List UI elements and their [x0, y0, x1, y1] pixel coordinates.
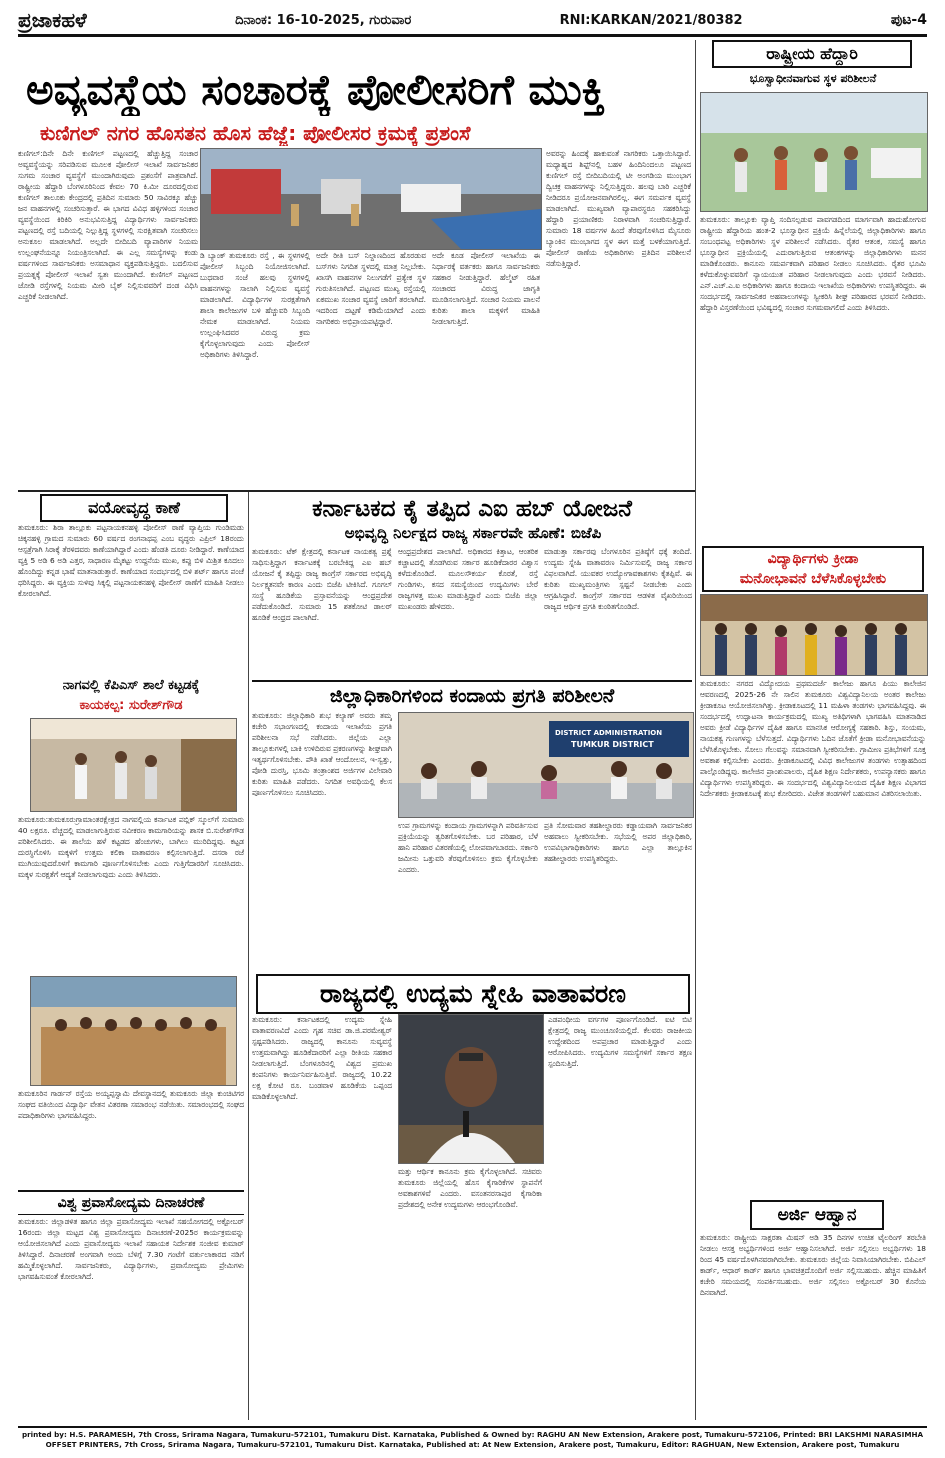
nh-headline: ರಾಷ್ಟ್ರೀಯ ಹೆದ್ದಾರಿ	[712, 40, 912, 68]
sports-headline-2: ಮನೋಭಾವನೆ ಬೆಳೆಸಿಕೊಳ್ಳಬೇಕು	[702, 568, 924, 592]
lead-col-3: ಅದೇ ರೀತಿ ಬಸ್ ನಿಲ್ದಾಣದಿಂದ ಹೊರಡುವ ಬಸ್‌ಗಳು ನಿಗದಿತ ಸ್ಥಳದಲ್ಲಿ ಮಾತ್ರ ನಿಲ್ಲಬೇಕು. ಖಾಸಗಿ ವಾಹನಗಳ ನಿಲುಗಡೆಗೆ ಪ್ರತ್ಯೇಕ ಸ್ಥಳ ಗುರುತಿಸಲಾಗಿದೆ. ಪಟ್ಟಣದ ಮುಖ್ಯ ರಸ್ತೆಯಲ್ಲಿ ಏಕಮುಖ ಸಂಚಾರ ವ್ಯವಸ್ಥೆ ಜಾರಿಗೆ ತರಲಾಗಿದೆ. ಇದರಿಂದ ದಟ್ಟಣೆ ಕಡಿಮೆಯಾಗಿದೆ ಎಂದು ನಾಗರಿಕರು ಅಭಿಪ್ರಾಯಪಟ್ಟಿದ್ದಾರೆ.	[316, 251, 426, 326]
lead-subhead: ಕುಣಿಗಲ್ ನಗರ ಹೊಸತನ ಹೊಸ ಹೆಜ್ಜೆ: ಪೋಲೀಸರ ಕ್ರಮಕ್ಕೆ ಪ್ರಶಂಸೆ	[40, 121, 471, 145]
tourism-headline: ವಿಶ್ವ ಪ್ರವಾಸೋದ್ಯಮ ದಿನಾಚರಣೆ	[18, 1190, 244, 1215]
ai-col-2: ಆಂಧ್ರಪ್ರದೇಶದ ಪಾಲಾಗಿದೆ. ಅಧಿಕಾರದ ಕಿತ್ತಾಟ, ಆಂತರಿಕ ಕಚ್ಚಾಟದಲ್ಲಿ ತೊಡಗಿರುವ ಸರ್ಕಾರ ಹೂಡಿಕೆದಾರರ ವಿಶ್ವಾಸ ಕಳೆದುಕೊಂಡಿದೆ. ಮೂಲಸೌಕರ್ಯ ಕೊರತೆ, ರಸ್ತೆ ಗುಂಡಿಗಳು, ಕಸದ ಸಮಸ್ಯೆಯಿಂದ ಉದ್ಯಮಿಗಳು ಬೇರೆ ರಾಜ್ಯಗಳತ್ತ ಮುಖ ಮಾಡುತ್ತಿದ್ದಾರೆ ಎಂದು ಬಿಜೆಪಿ ಜಿಲ್ಲಾ ಮುಖಂಡರು ಹೇಳಿದರು.	[398, 547, 538, 611]
scholarship-photo-image	[31, 977, 236, 1085]
traffic-photo-image	[201, 149, 541, 249]
dc-photo	[398, 712, 694, 818]
sports-photo	[700, 594, 928, 676]
sports-headline-1: ವಿದ್ಯಾರ್ಥಿಗಳು ಕ್ರೀಡಾ	[702, 546, 924, 570]
school-photo-image	[31, 719, 236, 811]
left-column-rule	[248, 492, 249, 1420]
imprint-footer	[18, 1426, 927, 1450]
elderly-body: ತುಮಕೂರು: ಶಿರಾ ತಾಲ್ಲೂಕು ಪಟ್ಟನಾಯಕನಹಳ್ಳಿ ಪೋಲೀಸ್ ಠಾಣೆ ವ್ಯಾಪ್ತಿಯ ಗುಂಡಿಮಡು ಚಿಕ್ಕನಹಳ್ಳಿ ಗ್ರಾಮದ ಸುಮಾರು 60 ವರ್ಷದ ರಂಗನಾಥಪ್ಪ ಎಂಬ ವೃದ್ಧರು ಎಪ್ರಿಲ್ 18ರಂದು ಆಸ್ಪತ್ರೆಗಾಗಿ ಸಿರಾಕ್ಕೆ ತೆರಳಿದವರು ಕಾಣೆಯಾಗಿದ್ದಾರೆ ಎಂದು ಹೆಂಡತಿ ದೂರು ನೀಡಿದ್ದಾರೆ. ಕಾಣೆಯಾದ ವ್ಯಕ್ತಿ 5 ಅಡಿ 6 ಅಡಿ ಎತ್ತರ, ಸಾಧಾರಣ ಮೈಕಟ್ಟು ಉದ್ದನೆಯ ಮುಖ, ಕಪ್ಪು ಬಿಳಿ ಮಿಶ್ರಿತ ಕೂದಲು ಹೊಂದಿದ್ದು ಕನ್ನಡ ಭಾಷೆ ಮಾತನಾಡುತ್ತಾರೆ. ಕಾಣೆಯಾದ ಸಂದರ್ಭದಲ್ಲಿ ಬಿಳಿ ಶರ್ಟ್ ಹಾಗೂ ಪಂಚೆ ಧರಿಸಿದ್ದರು. ಈ ವ್ಯಕ್ತಿಯ ಸುಳಿವು ಸಿಕ್ಕಲ್ಲಿ ಪಟ್ಟನಾಯಕನಹಳ್ಳಿ ಪೋಲೀಸ್ ಠಾಣೆಗೆ ಮಾಹಿತಿ ನೀಡಲು ಕೋರಲಾಗಿದೆ.	[18, 523, 244, 598]
nh-body: ತುಮಕೂರು: ತಾಲ್ಲೂಕು ವ್ಯಾಪ್ತಿ ಸಂದಿಸಲ್ಪಡುವ ಪಾವಗಡದಿಂದ ಮಾರ್ಗವಾಗಿ ಹಾದುಹೋಗುವ ರಾಷ್ಟ್ರೀಯ ಹೆದ್ದಾರಿಯ ಹಂತ-2 ಭೂಸ್ವಾಧೀನ ಪ್ರಕ್ರಿಯೆ ಹಿನ್ನೆಲೆಯಲ್ಲಿ ಜಿಲ್ಲಾಧಿಕಾರಿಗಳು ಹಾಗೂ ಸಂಬಂಧಪಟ್ಟ ಅಧಿಕಾರಿಗಳು ಸ್ಥಳ ಪರಿಶೀಲನೆ ನಡೆಸಿದರು. ರೈತರ ಆತಂಕ, ಸಮಸ್ಯೆ ಹಾಗೂ ಭೂಸ್ವಾಧೀನ ಪ್ರಕ್ರಿಯೆಯಲ್ಲಿ ಎದುರಾಗುತ್ತಿರುವ ಆತಂಕಗಳನ್ನು ಜಿಲ್ಲಾಧಿಕಾರಿಗಳು ಮನನ ಮಾಡಿಕೊಂಡರು. ಕಾನೂನು ಸಮರ್ಪಕವಾಗಿ ಪರಿಹಾರ ನೀಡಲು ಸೂಚಿಸಿದರು. ರೈತರ ಭೂಮಿ ಕಳೆದುಕೊಳ್ಳುವವರಿಗೆ ನ್ಯಾಯಯುತ ಪರಿಹಾರ ನೀಡಲಾಗುವುದು ಎಂದು ಭರವಸೆ ನೀಡಿದರು. ಎನ್.ಎಚ್.ಎ.ಐ ಅಧಿಕಾರಿಗಳು ಹಾಗೂ ಕಂದಾಯ ಇಲಾಖೆಯ ಅಧಿಕಾರಿಗಳು ಉಪಸ್ಥಿತರಿದ್ದರು. ಈ ಸಂದರ್ಭದಲ್ಲಿ ಸಾರ್ವಜನಿಕರ ಅಹವಾಲುಗಳನ್ನು ಸ್ವೀಕರಿಸಿ ಶೀಘ್ರ ಪರಿಹಾರದ ಭರವಸೆ ನೀಡಿದರು. ಹೆದ್ದಾರಿ ವಿಸ್ತರಣೆಯಿಂದ ಭವಿಷ್ಯದಲ್ಲಿ ಸಂಚಾರ ಸುಗಮವಾಗಲಿದೆ ಎಂದು ತಿಳಿಸಿದರು.	[700, 215, 926, 312]
lead-headline: ಅವ್ಯವಸ್ಥೆಯ ಸಂಚಾರಕ್ಕೆ ಪೋಲೀಸರಿಗೆ ಮುಕ್ತಿ	[26, 65, 605, 114]
nh-subhead: ಭೂಸ್ವಾಧೀನವಾಗುವ ಸ್ಥಳ ಪರಿಶೀಲನೆ	[749, 72, 877, 85]
school-headline-2: ಕಾಯಕಲ್ಪ: ಸುರೇಶ್‌ಗೌಡ	[79, 698, 183, 713]
scholarship-body: ತುಮಕೂರಿನ ಗಾರ್ಡನ್ ರಸ್ತೆಯ ಅಯ್ಯಪ್ಪಸ್ವಾಮಿ ದೇವಸ್ಥಾನದಲ್ಲಿ ತುಮಕೂರು ಜಿಲ್ಲಾ ಕುಂಚಿಟಿಗರ ಸಂಘದ ವತಿಯಿಂದ ವಿದ್ಯಾರ್ಥಿ ವೇತನ ವಿತರಣಾ ಸಮಾರಂಭ ನಡೆಯಿತು. ಸಮಾರಂಭದಲ್ಲಿ ಸಂಘದ ಪದಾಧಿಕಾರಿಗಳು ಭಾಗವಹಿಸಿದ್ದರು.	[18, 1089, 244, 1120]
ai-col-3: ಮಾಡುತ್ತಾ ಸರ್ಕಾರವು ಬೆಂಗಳೂರಿನ ಪ್ರತಿಷ್ಠೆಗೆ ಧಕ್ಕೆ ತಂದಿದೆ. ಉದ್ಯಮ ಸ್ನೇಹಿ ವಾತಾವರಣ ನಿರ್ಮಿಸುವಲ್ಲಿ ರಾಜ್ಯ ಸರ್ಕಾರ ವಿಫಲವಾಗಿದೆ. ಯುವಕರ ಉದ್ಯೋಗಾವಕಾಶಗಳು ಕೈತಪ್ಪಿವೆ. ಈ ಕುರಿತು ಮುಖ್ಯಮಂತ್ರಿಗಳು ಸ್ಪಷ್ಟನೆ ನೀಡಬೇಕು ಎಂದು ಆಗ್ರಹಿಸಿದ್ದಾರೆ. ಕಾಂಗ್ರೆಸ್ ಸರ್ಕಾರದ ಆಡಳಿತ ವೈಖರಿಯಿಂದ ರಾಜ್ಯದ ಆರ್ಥಿಕ ಪ್ರಗತಿ ಕುಂಠಿತಗೊಂಡಿದೆ.	[544, 547, 692, 611]
rni-number: RNI:KARKAN/2021/80382	[559, 12, 743, 28]
right-column-rule	[695, 40, 696, 1420]
masthead	[18, 6, 927, 37]
newspaper-brand: ಪ್ರಜಾಕಹಳೆ	[18, 8, 87, 32]
application-body: ತುಮಕೂರು: ರಾಷ್ಟ್ರೀಯ ಸಾಕ್ಷರತಾ ಮಿಷನ್ ಅಡಿ 35 ದಿನಗಳ ಉಚಿತ ಟೈಲರಿಂಗ್ ತರಬೇತಿ ನೀಡಲು ಆಸಕ್ತ ಅಭ್ಯರ್ಥಿಗಳಿಂದ ಅರ್ಜಿ ಆಹ್ವಾನಿಸಲಾಗಿದೆ. ಅರ್ಜಿ ಸಲ್ಲಿಸಲು ಅಭ್ಯರ್ಥಿಗಳು 18 ರಿಂದ 45 ವರ್ಷದೊಳಗಿನವರಾಗಿರಬೇಕು. ತುಮಕೂರು ಜಿಲ್ಲೆಯ ನಿವಾಸಿಯಾಗಿರಬೇಕು. ಬಿಪಿಎಲ್ ಕಾರ್ಡ್, ಆಧಾರ್ ಕಾರ್ಡ್ ಹಾಗೂ ಭಾವಚಿತ್ರದೊಂದಿಗೆ ಅರ್ಜಿ ಸಲ್ಲಿಸಬಹುದು. ಹೆಚ್ಚಿನ ಮಾಹಿತಿಗೆ ಕಚೇರಿ ಸಮಯದಲ್ಲಿ ಸಂಪರ್ಕಿಸಬಹುದು. ಅರ್ಜಿ ಸಲ್ಲಿಸಲು ಅಕ್ಟೋಬರ್ 30 ಕೊನೆಯ ದಿನವಾಗಿದೆ.	[700, 1233, 926, 1297]
sports-body: ತುಮಕೂರು: ನಗರದ ವಿದ್ಯೋದಯ ಪ್ರಥಮದರ್ಜೆ ಕಾಲೇಜು ಹಾಗೂ ಪಿಯು ಕಾಲೇಜಿನ ಆವರಣದಲ್ಲಿ 2025-26 ನೇ ಸಾಲಿನ ತುಮಕೂರು ವಿಶ್ವವಿದ್ಯಾನಿಲಯ ಅಂತರ ಕಾಲೇಜು ಕ್ರೀಡಾಕೂಟ ಆಯೋಜಿಸಲಾಗಿತ್ತು. ಕ್ರೀಡಾಕೂಟದಲ್ಲಿ 11 ಮಹಿಳಾ ತಂಡಗಳು ಭಾಗವಹಿಸಿದ್ದವು. ಈ ಸಂದರ್ಭದಲ್ಲಿ ಉದ್ಘಾಟನಾ ಕಾರ್ಯಕ್ರಮದಲ್ಲಿ ಮುಖ್ಯ ಅತಿಥಿಗಳಾಗಿ ಭಾಗವಹಿಸಿ ಮಾತನಾಡಿದ ಅವರು ಕ್ರೀಡೆ ವಿದ್ಯಾರ್ಥಿಗಳ ದೈಹಿಕ ಹಾಗೂ ಮಾನಸಿಕ ಆರೋಗ್ಯಕ್ಕೆ ಸಹಕಾರಿ. ಶಿಸ್ತು, ಸಂಯಮ, ನಾಯಕತ್ವ ಗುಣಗಳನ್ನು ಬೆಳೆಸುತ್ತದೆ. ವಿದ್ಯಾರ್ಥಿಗಳು ಓದಿನ ಜೊತೆಗೆ ಕ್ರೀಡಾ ಮನೋಭಾವನೆಯನ್ನು ಬೆಳೆಸಿಕೊಳ್ಳಬೇಕು. ಸೋಲು ಗೆಲುವನ್ನು ಸಮಾನವಾಗಿ ಸ್ವೀಕರಿಸಬೇಕು. ಗ್ರಾಮೀಣ ಪ್ರತಿಭೆಗಳಿಗೆ ಸೂಕ್ತ ಅವಕಾಶ ಕಲ್ಪಿಸಬೇಕು ಎಂದರು. ಕ್ರೀಡಾಕೂಟದಲ್ಲಿ ವಿವಿಧ ಕಾಲೇಜುಗಳ ತಂಡಗಳು ಉತ್ಸಾಹದಿಂದ ಪಾಲ್ಗೊಂಡಿದ್ದವು. ಕಾಲೇಜಿನ ಪ್ರಾಂಶುಪಾಲರು, ದೈಹಿಕ ಶಿಕ್ಷಣ ನಿರ್ದೇಶಕರು, ಉಪನ್ಯಾಸಕರು ಹಾಗೂ ವಿದ್ಯಾರ್ಥಿಗಳು ಉಪಸ್ಥಿತರಿದ್ದರು. ಈ ಸಂದರ್ಭದಲ್ಲಿ ವಿಶ್ವವಿದ್ಯಾನಿಲಯದ ದೈಹಿಕ ಶಿಕ್ಷಣ ವಿಭಾಗದ ನಿರ್ದೇಶಕರು ಕ್ರೀಡಾಕೂಟಕ್ಕೆ ಶುಭ ಕೋರಿದರು. ವಿಜೇತ ತಂಡಗಳಿಗೆ ಬಹುಮಾನ ವಿತರಿಸಲಾಯಿತು.	[700, 679, 926, 798]
sports-photo-image	[701, 595, 927, 675]
application-headline: ಅರ್ಜಿ ಆಹ್ವಾನ	[750, 1200, 884, 1230]
ai-headline: ಕರ್ನಾಟಕದ ಕೈ ತಪ್ಪಿದ ಎಐ ಹಬ್ ಯೋಜನೆ	[312, 496, 632, 522]
page-number: ಪುಟ-4	[890, 12, 927, 28]
svg-text:TUMKUR DISTRICT: TUMKUR DISTRICT	[571, 740, 654, 749]
ai-col-1: ತುಮಕೂರು: ಟೆಕ್ ಕ್ಷೇತ್ರದಲ್ಲಿ ಕರ್ನಾಟಕ ನಾಯಕತ್ವ ಪ್ರಶ್ನೆ ಸಾಧಿಸುತ್ತಿದ್ದಾಗ ಕರ್ನಾಟಕಕ್ಕೆ ಬರಬೇಕಿದ್ದ ಎಐ ಹಬ್ ಯೋಜನೆ ಕೈ ತಪ್ಪಿದ್ದು ರಾಜ್ಯ ಕಾಂಗ್ರೆಸ್ ಸರ್ಕಾರದ ಅಭಿವೃದ್ಧಿ ನಿರ್ಲಕ್ಷ್ಯತನವೇ ಕಾರಣ ಎಂದು ಬಿಜೆಪಿ ಟೀಕಿಸಿದೆ. ಗೂಗಲ್ ಸಂಸ್ಥೆ ಹೂಡಿಕೆಯ ಪ್ರಸ್ತಾವನೆಯನ್ನು ಆಂಧ್ರಪ್ರದೇಶ ಪಡೆದುಕೊಂಡಿದೆ. ಸುಮಾರು 15 ಶತಕೋಟಿ ಡಾಲರ್ ಹೂಡಿಕೆ ಆಂಧ್ರದ ಪಾಲಾಗಿದೆ.	[252, 547, 392, 622]
dc-col-3: ಪ್ರತಿ ಸೋಮವಾರ ತಹಶೀಲ್ದಾರರು ಕಡ್ಡಾಯವಾಗಿ ಸಾರ್ವಜನಿಕರ ಅಹವಾಲು ಸ್ವೀಕರಿಸಬೇಕು. ಸಭೆಯಲ್ಲಿ ಅಪರ ಜಿಲ್ಲಾಧಿಕಾರಿ, ಉಪವಿಭಾಗಾಧಿಕಾರಿಗಳು ಹಾಗೂ ಎಲ್ಲಾ ತಾಲ್ಲೂಕಿನ ತಹಶೀಲ್ದಾರರು ಉಪಸ್ಥಿತರಿದ್ದರು.	[544, 821, 692, 863]
dc-col-1: ತುಮಕೂರು: ಜಿಲ್ಲಾಧಿಕಾರಿ ಶುಭ ಕಲ್ಯಾಣ್ ಅವರು ತಮ್ಮ ಕಚೇರಿ ಸಭಾಂಗಣದಲ್ಲಿ ಕಂದಾಯ ಇಲಾಖೆಯ ಪ್ರಗತಿ ಪರಿಶೀಲನಾ ಸಭೆ ನಡೆಸಿದರು. ಜಿಲ್ಲೆಯ ಎಲ್ಲಾ ತಾಲ್ಲೂಕುಗಳಲ್ಲಿ ಬಾಕಿ ಉಳಿದಿರುವ ಪ್ರಕರಣಗಳನ್ನು ಶೀಘ್ರವಾಗಿ ಇತ್ಯರ್ಥಗೊಳಿಸಬೇಕು. ಪೌತಿ ಖಾತೆ ಆಂದೋಲನ, ಇ-ಸ್ವತ್ತು, ಪೋಡಿ ದುರಸ್ತಿ, ಭೂಮಿ ತಂತ್ರಾಂಶದ ಅರ್ಜಿಗಳ ವಿಲೇವಾರಿ ಕುರಿತು ಮಾಹಿತಿ ಪಡೆದರು. ನಿಗದಿತ ಅವಧಿಯಲ್ಲಿ ಕೆಲಸ ಪೂರ್ಣಗೊಳಿಸಲು ಸೂಚಿಸಿದರು.	[252, 711, 392, 797]
school-body: ತುಮಕೂರು:ತುಮಕೂರುಗ್ರಾಮಾಂತರಕ್ಷೇತ್ರದ ನಾಗವಲ್ಲಿಯ ಕರ್ನಾಟಕ ಪಬ್ಲಿಕ್ ಸ್ಕೂಲ್‌ಗೆ ಸುಮಾರು 40 ಲಕ್ಷರೂ. ವೆಚ್ಚದಲ್ಲಿ ಮಾಡಲಾಗುತ್ತಿರುವ ನವೀಕರಣ ಕಾಮಗಾರಿಯನ್ನು ಶಾಸಕ ಬಿ.ಸುರೇಶ್‌ಗೌಡ ಪರಿಶೀಲಿಸಿದರು. ಈ ಶಾಲೆಯ ಹಳೆ ಕಟ್ಟಡದ ಹೆಂಚುಗಳು, ಬಾಗಿಲು ಮುರಿದಿದ್ದವು. ಕಟ್ಟಡ ದುರಸ್ಥಿಗೊಳಿಸಿ ಮಕ್ಕಳಿಗೆ ಉತ್ತಮ ಕಲಿಕಾ ವಾತಾವರಣ ಕಲ್ಪಿಸಲಾಗುತ್ತಿದೆ. ದಸರಾ ರಜೆ ಮುಗಿಯುವುದರೊಳಗೆ ಕಾಮಗಾರಿ ಪೂರ್ಣಗೊಳಿಸಬೇಕು ಎಂದು ಗುತ್ತಿಗೆದಾರರಿಗೆ ಸೂಚಿಸಿದರು. ಮಕ್ಕಳ ಸುರಕ್ಷತೆಗೆ ಆದ್ಯತೆ ನೀಡಲಾಗುವುದು ಎಂದು ತಿಳಿಸಿದರು.	[18, 815, 244, 879]
imprint-line-1: printed by: H.S. PARAMESH, 7th Cross, Srirama Nagara, Tumakuru-572101, Tumakuru Dist. Karnataka, Published & Owned by: RAGHU AN New Extension, Arakere post, Tumakuru-572106, Printed: BRI LAKSHMI NARASIMHA	[21, 1430, 924, 1439]
industry-col-3: ಎಡಪಂಥೀಯ ವರ್ಗಗಳ ಪೂರ್ಣಗೊಂಡಿದೆ. ಐಟಿ ಬಿಟಿ ಕ್ಷೇತ್ರದಲ್ಲಿ ರಾಜ್ಯ ಮುಂಚೂಣಿಯಲ್ಲಿದೆ. ಕೆಲವರು ರಾಜಕೀಯ ಉದ್ದೇಶದಿಂದ ಅಪಪ್ರಚಾರ ಮಾಡುತ್ತಿದ್ದಾರೆ ಎಂದು ಆರೋಪಿಸಿದರು. ಉದ್ಯಮಿಗಳ ಸಮಸ್ಯೆಗಳಿಗೆ ಸರ್ಕಾರ ತಕ್ಷಣ ಸ್ಪಂದಿಸುತ್ತಿದೆ.	[548, 1015, 692, 1068]
nh-photo	[700, 92, 928, 212]
dc-photo-image	[399, 713, 693, 817]
industry-col-2: ಮತ್ತು ಆರ್ಥಿಕ ಕಾನೂನು ಕ್ರಮ ಕೈಗೊಳ್ಳಲಾಗಿದೆ. ಸಚಿವರು ತುಮಕೂರು ಜಿಲ್ಲೆಯಲ್ಲಿ ಹೊಸ ಕೈಗಾರಿಕೆಗಳ ಸ್ಥಾಪನೆಗೆ ಅವಕಾಶಗಳಿವೆ ಎಂದರು. ವಸಂತನರಸಾಪುರ ಕೈಗಾರಿಕಾ ಪ್ರದೇಶದಲ್ಲಿ ಅನೇಕ ಉದ್ಯಮಗಳು ಆರಂಭಗೊಂಡಿವೆ.	[398, 1167, 542, 1209]
school-headline-1: ನಾಗವಲ್ಲಿ ಕೆಪಿಎಸ್ ಶಾಲೆ ಕಟ್ಟಡಕ್ಕೆ	[62, 678, 200, 693]
minister-photo	[398, 1014, 544, 1164]
elderly-headline: ವಯೋವೃದ್ಧ ಕಾಣೆ	[40, 494, 228, 522]
minister-photo-image	[399, 1015, 543, 1163]
nh-photo-image	[701, 93, 927, 211]
scholarship-photo	[30, 976, 237, 1086]
tourism-body: ತುಮಕೂರು: ಜಿಲ್ಲಾಡಳಿತ ಹಾಗೂ ಜಿಲ್ಲಾ ಪ್ರವಾಸೋದ್ಯಮ ಇಲಾಖೆ ಸಹಯೋಗದಲ್ಲಿ ಅಕ್ಟೋಬರ್ 16ರಂದು ಜಿಲ್ಲಾ ಮಟ್ಟದ ವಿಶ್ವ ಪ್ರವಾಸೋದ್ಯಮ ದಿನಾಚರಣೆ-2025ರ ಕಾರ್ಯಕ್ರಮವನ್ನು ಆಯೋಜಿಸಲಾಗಿದೆ ಎಂದು ಪ್ರವಾಸೋದ್ಯಮ ಇಲಾಖೆ ಸಹಾಯಕ ನಿರ್ದೇಶಕ ಸಂಜೀವ ಕುಮಾರ್ ತಿಳಿಸಿದ್ದಾರೆ. ದಿನಾಚರಣೆ ಅಂಗವಾಗಿ ಅಂದು ಬೆಳಿಗ್ಗೆ 7.30 ಗಂಟೆಗೆ ವರ್ತುಲಾಕಾರದ ನಡಿಗೆ ಹಮ್ಮಿಕೊಳ್ಳಲಾಗಿದೆ. ಸಾರ್ವಜನಿಕರು, ವಿದ್ಯಾರ್ಥಿಗಳು, ಪ್ರವಾಸೋದ್ಯಮ ಪ್ರೇಮಿಗಳು ಭಾಗವಹಿಸುವಂತೆ ಕೋರಲಾಗಿದೆ.	[18, 1217, 244, 1281]
dc-col-2: ಉಪ ಗ್ರಾಮಗಳನ್ನು ಕಂದಾಯ ಗ್ರಾಮಗಳನ್ನಾಗಿ ಪರಿವರ್ತಿಸುವ ಪ್ರಕ್ರಿಯೆಯನ್ನು ತ್ವರಿತಗೊಳಿಸಬೇಕು. ಬರ ಪರಿಹಾರ, ಬೆಳೆ ಹಾನಿ ಪರಿಹಾರ ವಿತರಣೆಯಲ್ಲಿ ಲೋಪವಾಗಬಾರದು. ಸರ್ಕಾರಿ ಜಮೀನು ಒತ್ತುವರಿ ತೆರವುಗೊಳಿಸಲು ಕ್ರಮ ಕೈಗೊಳ್ಳಬೇಕು ಎಂದರು.	[398, 821, 538, 874]
lead-col-2: ಡಿ ಬ್ಯಾಂಕ್ ತುಮಕೂರು ರಸ್ತೆ , ಈ ಸ್ಥಳಗಳಲ್ಲಿ ಪೋಲೀಸ್ ಸಿಬ್ಬಂದಿ ನಿಯೋಜಿಸಲಾಗಿದೆ. ಬುಧವಾರ ಸಂಜೆ ಹಲವು ಸ್ಥಳಗಳಲ್ಲಿ ವಾಹನಗಳನ್ನು ಸಾಲಾಗಿ ನಿಲ್ಲಿಸುವ ವ್ಯವಸ್ಥೆ ಮಾಡಲಾಗಿದೆ. ವಿದ್ಯಾರ್ಥಿಗಳ ಸುರಕ್ಷತೆಗಾಗಿ ಶಾಲಾ ಕಾಲೇಜುಗಳ ಬಳಿ ಹೆಚ್ಚುವರಿ ಸಿಬ್ಬಂದಿ ನೇಮಕ ಮಾಡಲಾಗಿದೆ. ನಿಯಮ ಉಲ್ಲಂಘಿಸಿದವರ ವಿರುದ್ಧ ಕ್ರಮ ಕೈಗೊಳ್ಳಲಾಗುವುದು ಎಂದು ಪೋಲೀಸ್ ಅಧಿಕಾರಿಗಳು ತಿಳಿಸಿದ್ದಾರೆ.	[200, 251, 310, 359]
dc-headline: ಜಿಲ್ಲಾಧಿಕಾರಿಗಳಿಂದ ಕಂದಾಯ ಪ್ರಗತಿ ಪರಿಶೀಲನೆ	[252, 680, 692, 710]
school-photo	[30, 718, 237, 812]
lead-bottom-rule	[18, 490, 695, 492]
svg-text:DISTRICT ADMINISTRATION: DISTRICT ADMINISTRATION	[555, 729, 663, 737]
issue-date: ದಿನಾಂಕ: 16-10-2025, ಗುರುವಾರ	[235, 12, 412, 28]
imprint-line-2: OFFSET PRINTERS, 7th Cross, Srirama Nagara, Tumakuru-572101, Tumakuru Dist. Karnataka, Published at: At New Extension, Arakere post, Tumakuru, Editor: RAGHUAN, New Extension, Arakere post, Tumakuru	[45, 1440, 900, 1449]
lead-col-5: ಅವರನ್ನು ಹಿಂದಕ್ಕೆ ಹಾಕುವಂತೆ ನಾಗರಿಕರು ಒತ್ತಾಯಿಸಿದ್ದಾರೆ. ಮಧ್ಯಾಹ್ನದ ಶಿಫ್ಟ್‌ನಲ್ಲಿ ಬಹಳ ಹಿಂದಿನಿಂದಲೂ ಪಟ್ಟಣದ ಕುಣಿಗಲ್ ರಸ್ತೆ ಬೀದಿಬದಿಯಲ್ಲಿ ಟೀ ಅಂಗಡಿಯ ಮುಂಭಾಗ ದ್ವಿಚಕ್ರ ವಾಹನಗಳನ್ನು ನಿಲ್ಲಿಸುತ್ತಿದ್ದರು. ಹಲವು ಬಾರಿ ಎಚ್ಚರಿಕೆ ನೀಡಿದರೂ ಪ್ರಯೋಜನವಾಗಿರಲಿಲ್ಲ. ಈಗ ಸಮರ್ಪಕ ವ್ಯವಸ್ಥೆ ಮಾಡಲಾಗಿದೆ. ಮುಖ್ಯವಾಗಿ ವ್ಯಾಪಾರಸ್ಥರೂ ಸಹಕರಿಸಿದ್ದು ಹೆದ್ದಾರಿ ಪ್ರಯಾಣಿಕರು ನಿರಾಳವಾಗಿ ಸಂಚರಿಸುತ್ತಿದ್ದಾರೆ. ಸುಮಾರು 18 ವರ್ಷಗಳ ಹಿಂದೆ ತೆರವುಗೊಳಿಸಿದ ಮೈಸೂರು ಬ್ಯಾಂಕಿನ ಮುಂಭಾಗದ ಸ್ಥಳ ಈಗ ಮತ್ತೆ ಬಳಕೆಯಾಗುತ್ತಿದೆ. ಪೋಲೀಸ್ ಠಾಣೆಯ ಅಧಿಕಾರಿಗಳು ಪ್ರತಿದಿನ ಪರಿಶೀಲನೆ ನಡೆಸುತ್ತಿದ್ದಾರೆ.	[546, 149, 691, 268]
industry-headline: ರಾಜ್ಯದಲ್ಲಿ ಉದ್ಯಮ ಸ್ನೇಹಿ ವಾತಾವರಣ	[256, 974, 690, 1014]
ai-subhead: ಅಭಿವೃದ್ಧಿ ನಿರ್ಲಕ್ಷದ ರಾಜ್ಯ ಸರ್ಕಾರವೇ ಹೊಣೆ: ಬಿಜೆಪಿ	[344, 524, 602, 542]
lead-col-1: ಕುಣಿಗಲ್:ದಿನೇ ದಿನೇ ಕುಣಿಗಲ್ ಪಟ್ಟಣದಲ್ಲಿ ಹೆಚ್ಚುತ್ತಿದ್ದ ಸಂಚಾರ ಅವ್ಯವಸ್ಥೆಯನ್ನು ಸರಿಪಡಿಸುವ ಮೂಲಕ ಪೋಲೀಸ್ ಇಲಾಖೆ ಸಾರ್ವಜನಿಕರ ಸುಗಮ ಸಂಚಾರ ವ್ಯವಸ್ಥೆಗೆ ಮುಂದಾಗಿರುವುದು ಪ್ರಶಂಸೆಗೆ ಪಾತ್ರವಾಗಿದೆ. ರಾಷ್ಟ್ರೀಯ ಹೆದ್ದಾರಿ ಬೆಂಗಳೂರಿನಿಂದ ಕೇವಲ 70 ಕಿ.ಮೀ ದೂರದಲ್ಲಿರುವ ಕುಣಿಗಲ್ ತಾಲೂಕು ಕೇಂದ್ರದಲ್ಲಿ ಪ್ರತಿದಿನ ಸುಮಾರು 50 ಸಾವಿರಕ್ಕೂ ಹೆಚ್ಚು ಜನ ವಾಹನಗಳಲ್ಲಿ ಸಂಚರಿಸುತ್ತಾರೆ. ಈ ಭಾಗದ ವಿವಿಧ ಹಳ್ಳಿಗಳಿಂದ ಸಂಚಾರ ವ್ಯವಸ್ಥೆಯಿಂದ ಕಿರಿಕಿರಿ ಅನುಭವಿಸುತ್ತಿದ್ದ ವಿದ್ಯಾರ್ಥಿಗಳು ಸಾರ್ವಜನಿಕರು ಪಟ್ಟಣದಲ್ಲಿ ರಸ್ತೆ ಬದಿಯಲ್ಲಿ ನಿಲ್ಲುತ್ತಿದ್ದ ಸ್ಥಳಗಳಲ್ಲಿ ಸುರಕ್ಷಿತವಾಗಿ ಸಂಚರಿಸಲು ಅನುಕೂಲ ಮಾಡಲಾಗಿದೆ. ಅಲ್ಲದೇ ಬೀದಿಬದಿ ವ್ಯಾಪಾರಿಗಳ ನಿಯಮ ಉಲ್ಲಂಘನೆಯನ್ನೂ ನಿಯಂತ್ರಿಸಲಾಗಿದೆ. ಈ ಎಲ್ಲ ಸಮಸ್ಯೆಗಳನ್ನು ಕಂಡು ವರ್ಷಗಳಿಂದ ಸಾರ್ವಜನಿಕರು ಅಸಮಾಧಾನ ವ್ಯಕ್ತಪಡಿಸುತ್ತಿದ್ದರು. ಬದಲಿಸುವ ಪ್ರಯತ್ನಕ್ಕೆ ಪೋಲೀಸ್ ಇಲಾಖೆ ಸ್ವತಃ ಮುಂದಾಗಿದೆ. ಕುಣಿಗಲ್ ಪಟ್ಟಣದ ಜೋಡಿ ರಸ್ತೆಗಳಲ್ಲಿ ನಿಯಮ ಮೀರಿ ಬೈಕ್ ನಿಲ್ಲಿಸುವವರಿಗೆ ದಂಡ ವಿಧಿಸಿ ಎಚ್ಚರಿಕೆ ನೀಡಲಾಗಿದೆ.	[18, 149, 198, 301]
industry-col-1: ತುಮಕೂರು: ಕರ್ನಾಟಕದಲ್ಲಿ ಉದ್ಯಮ ಸ್ನೇಹಿ ವಾತಾವರಣವಿದೆ ಎಂದು ಗೃಹ ಸಚಿವ ಡಾ.ಜಿ.ಪರಮೇಶ್ವರ್ ಸ್ಪಷ್ಟಪಡಿಸಿದರು. ರಾಜ್ಯದಲ್ಲಿ ಕಾನೂನು ಸುವ್ಯವಸ್ಥೆ ಉತ್ತಮವಾಗಿದ್ದು ಹೂಡಿಕೆದಾರರಿಗೆ ಎಲ್ಲಾ ರೀತಿಯ ಸಹಕಾರ ನೀಡಲಾಗುತ್ತಿದೆ. ಬೆಂಗಳೂರಿನಲ್ಲಿ ವಿಶ್ವದ ಪ್ರಮುಖ ಕಂಪನಿಗಳು ಕಾರ್ಯನಿರ್ವಹಿಸುತ್ತಿವೆ. ರಾಜ್ಯದಲ್ಲಿ 10.22 ಲಕ್ಷ ಕೋಟಿ ರೂ. ಬಂಡವಾಳ ಹೂಡಿಕೆಯ ಒಪ್ಪಂದ ಮಾಡಿಕೊಳ್ಳಲಾಗಿದೆ.	[252, 1015, 392, 1101]
lead-col-4: ಅದೇ ಕೂಡ ಪೋಲೀಸ್ ಇಲಾಖೆಯ ಈ ನಿರ್ಧಾರಕ್ಕೆ ವರ್ತಕರು ಹಾಗೂ ಸಾರ್ವಜನಿಕರು ಸಹಕಾರ ನೀಡುತ್ತಿದ್ದಾರೆ. ಹೆಲ್ಮೆಟ್ ರಹಿತ ಸಂಚಾರದ ವಿರುದ್ಧ ಜಾಗೃತಿ ಮೂಡಿಸಲಾಗುತ್ತಿದೆ. ಸಂಚಾರ ನಿಯಮ ಪಾಲನೆ ಕುರಿತು ಶಾಲಾ ಮಕ್ಕಳಿಗೆ ಮಾಹಿತಿ ನೀಡಲಾಗುತ್ತಿದೆ.	[432, 251, 540, 326]
traffic-photo	[200, 148, 542, 250]
